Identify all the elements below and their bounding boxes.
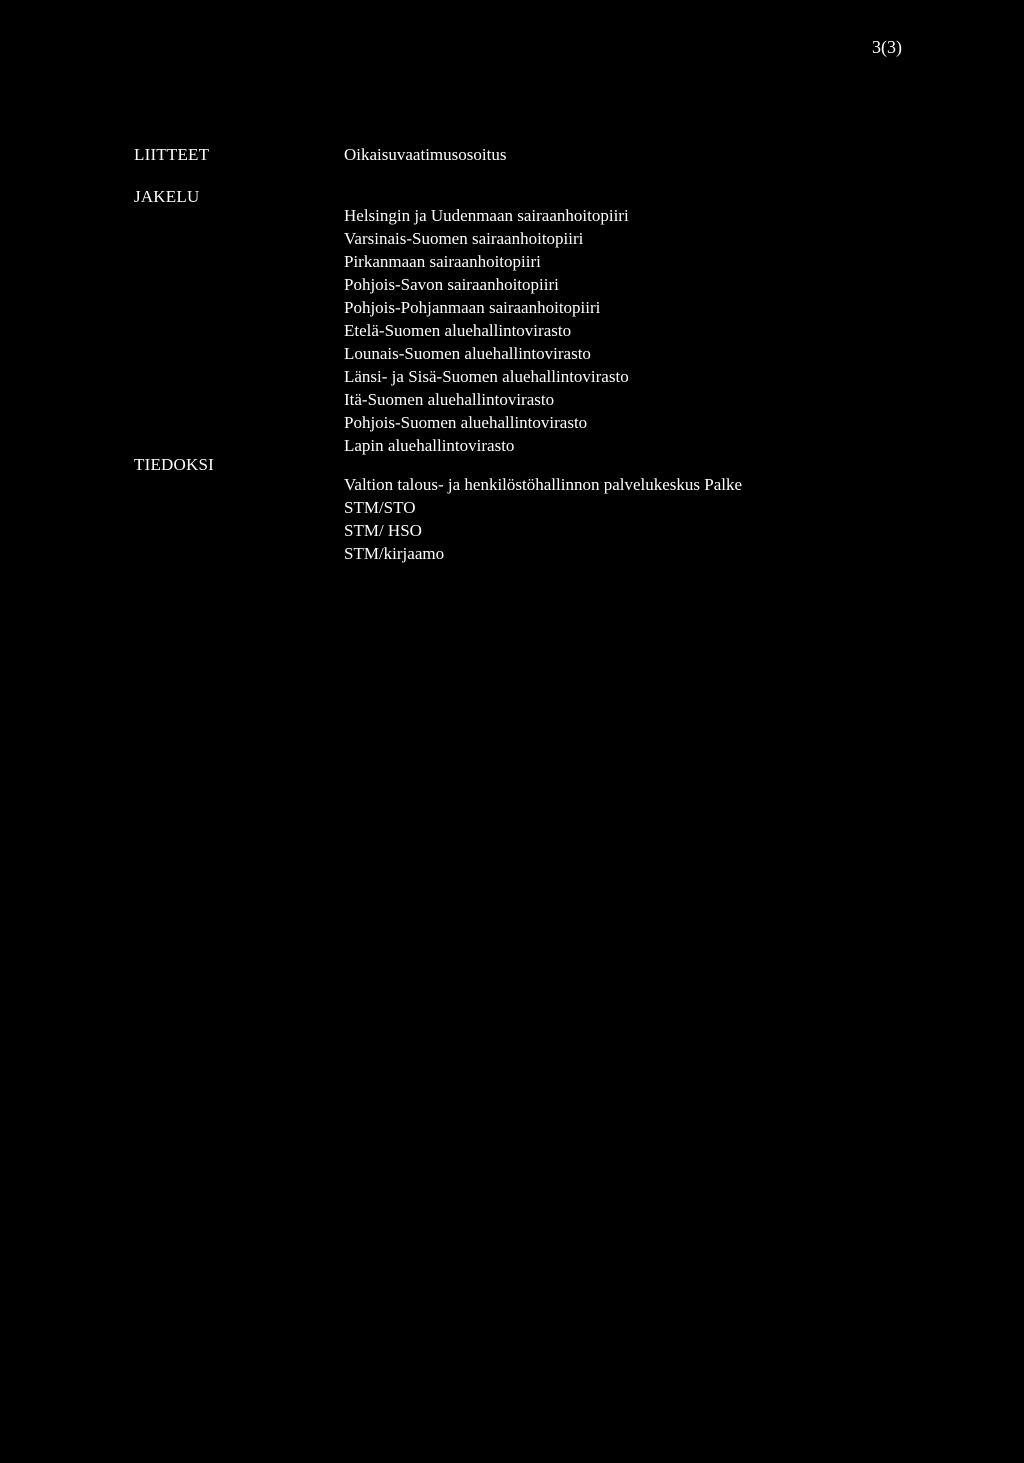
distribution-item: Länsi- ja Sisä-Suomen aluehallintovirasto — [344, 367, 629, 386]
for-information-item: STM/ HSO — [344, 521, 422, 540]
page-number: 3(3) — [872, 37, 902, 57]
distribution-item: Pohjois-Pohjanmaan sairaanhoitopiiri — [344, 298, 601, 317]
distribution-item: Lounais-Suomen aluehallintovirasto — [344, 344, 591, 363]
attachments-list — [344, 143, 984, 166]
distribution-item: Pohjois-Savon sairaanhoitopiiri — [344, 275, 559, 294]
section-label-liitteet: LIITTEET — [134, 145, 210, 164]
distribution-item: Helsingin ja Uudenmaan sairaanhoitopiiri — [344, 206, 629, 225]
for-information-list — [344, 473, 984, 565]
attachment-item: Oikaisuvaatimusosoitus — [344, 145, 507, 164]
distribution-item: Varsinais-Suomen sairaanhoitopiiri — [344, 229, 584, 248]
section-label-jakelu: JAKELU — [134, 187, 200, 206]
for-information-item: STM/kirjaamo — [344, 544, 445, 563]
for-information-item: Valtion talous- ja henkilöstöhallinnon palvelukeskus Palke — [344, 475, 743, 494]
distribution-item: Lapin aluehallintovirasto — [344, 436, 515, 455]
distribution-item: Pohjois-Suomen aluehallintovirasto — [344, 413, 588, 432]
section-label-tiedoksi: TIEDOKSI — [134, 455, 214, 474]
distribution-item: Itä-Suomen aluehallintovirasto — [344, 390, 555, 409]
distribution-item: Pirkanmaan sairaanhoitopiiri — [344, 252, 541, 271]
distribution-list — [344, 204, 984, 457]
distribution-item: Etelä-Suomen aluehallintovirasto — [344, 321, 572, 340]
for-information-item: STM/STO — [344, 498, 416, 517]
